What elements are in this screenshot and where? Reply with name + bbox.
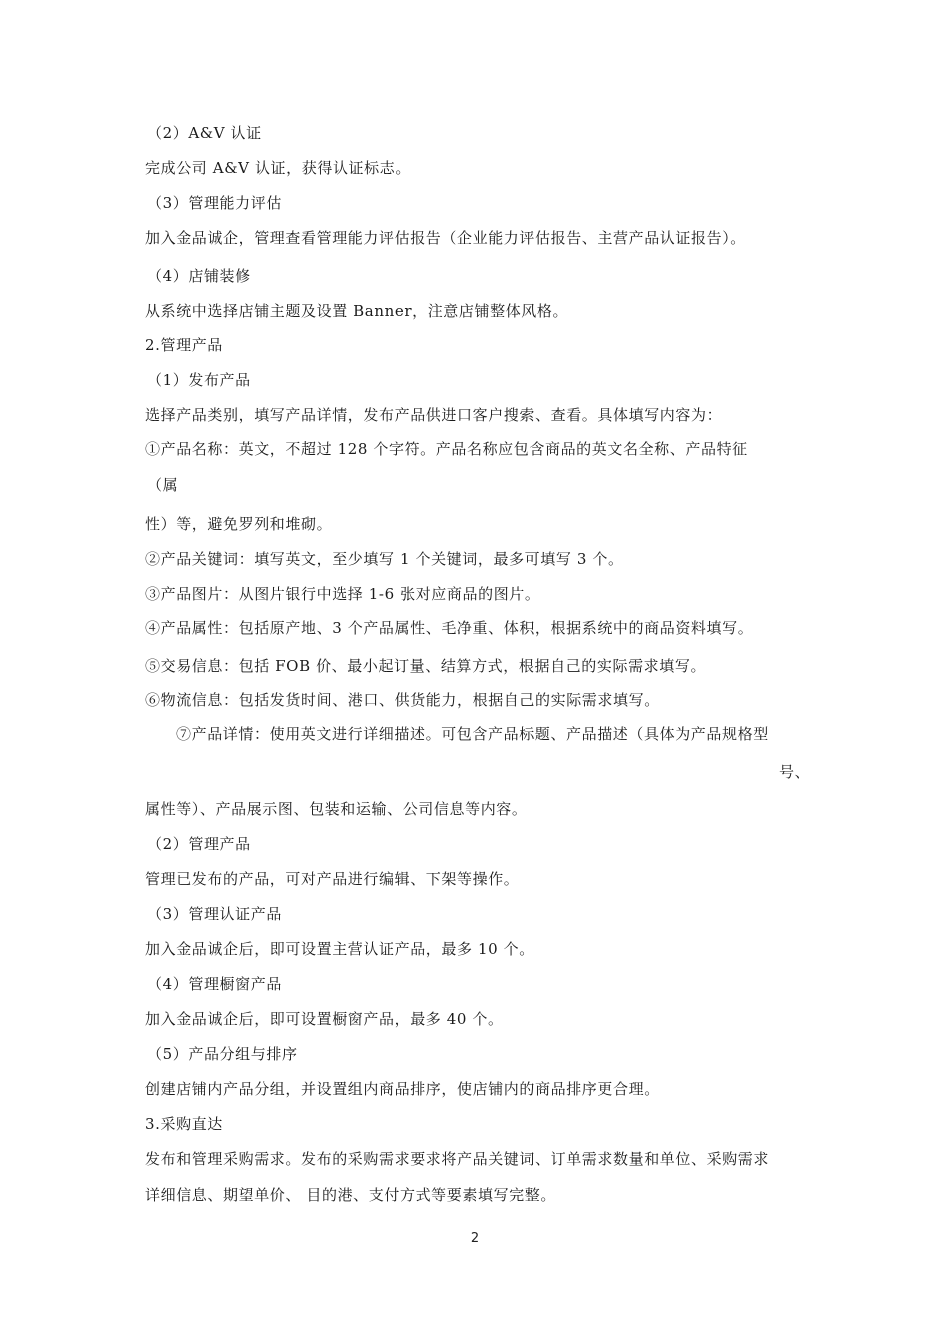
list-item-continuation: 性）等，避免罗列和堆砌。	[145, 515, 333, 533]
subheading-store-decoration: （4）店铺装修	[147, 267, 251, 285]
section-heading-direct-procurement: 3.采购直达	[145, 1115, 223, 1133]
list-item: ⑤交易信息：包括 FOB 价、最小起订量、结算方式，根据自己的实际需求填写。	[145, 657, 707, 675]
list-item: ④产品属性：包括原产地、3 个产品属性、毛净重、体积，根据系统中的商品资料填写。	[145, 619, 754, 637]
list-item: ⑥物流信息：包括发货时间、港口、供货能力，根据自己的实际需求填写。	[145, 691, 660, 709]
section-heading-manage-products: 2.管理产品	[145, 336, 223, 354]
paragraph: 发布和管理采购需求。发布的采购需求要求将产品关键词、订单需求数量和单位、采购需求	[145, 1150, 770, 1168]
list-item-continuation: 属性等）、产品展示图、包装和运输、公司信息等内容。	[145, 800, 528, 818]
list-item: ③产品图片：从图片银行中选择 1-6 张对应商品的图片。	[145, 585, 541, 603]
list-item-continuation: 号、	[779, 763, 811, 781]
paragraph: 选择产品类别，填写产品详情，发布产品供进口客户搜索、查看。具体填写内容为：	[145, 406, 723, 424]
list-item-continuation: （属	[147, 476, 179, 494]
paragraph: 从系统中选择店铺主题及设置 Banner，注意店铺整体风格。	[145, 302, 569, 320]
paragraph: 完成公司 A&V 认证，获得认证标志。	[145, 159, 411, 177]
paragraph: 加入金品诚企后，即可设置橱窗产品，最多 40 个。	[145, 1010, 504, 1028]
subheading-av-certification: （2）A&V 认证	[147, 124, 262, 142]
paragraph: 创建店铺内产品分组，并设置组内商品排序，使店铺内的商品排序更合理。	[145, 1080, 660, 1098]
paragraph-continuation: 详细信息、期望单价、 目的港、支付方式等要素填写完整。	[145, 1186, 556, 1204]
subheading-manage-products: （2）管理产品	[147, 835, 251, 853]
subheading-showcase-products: （4）管理橱窗产品	[147, 975, 282, 993]
paragraph: 加入金品诚企后，即可设置主营认证产品，最多 10 个。	[145, 940, 535, 958]
subheading-publish-products: （1）发布产品	[147, 371, 251, 389]
subheading-certified-products: （3）管理认证产品	[147, 905, 282, 923]
subheading-capability-assessment: （3）管理能力评估	[147, 194, 282, 212]
list-item: ①产品名称：英文，不超过 128 个字符。产品名称应包含商品的英文名全称、产品特征	[145, 440, 748, 458]
list-item: ⑦产品详情：使用英文进行详细描述。可包含产品标题、产品描述（具体为产品规格型	[176, 725, 769, 743]
subheading-grouping-sorting: （5）产品分组与排序	[147, 1045, 298, 1063]
list-item: ②产品关键词：填写英文，至少填写 1 个关键词，最多可填写 3 个。	[145, 550, 624, 568]
page-number: 2	[470, 1231, 480, 1246]
paragraph: 管理已发布的产品，可对产品进行编辑、下架等操作。	[145, 870, 520, 888]
paragraph: 加入金品诚企，管理查看管理能力评估报告（企业能力评估报告、主营产品认证报告）。	[145, 229, 746, 247]
